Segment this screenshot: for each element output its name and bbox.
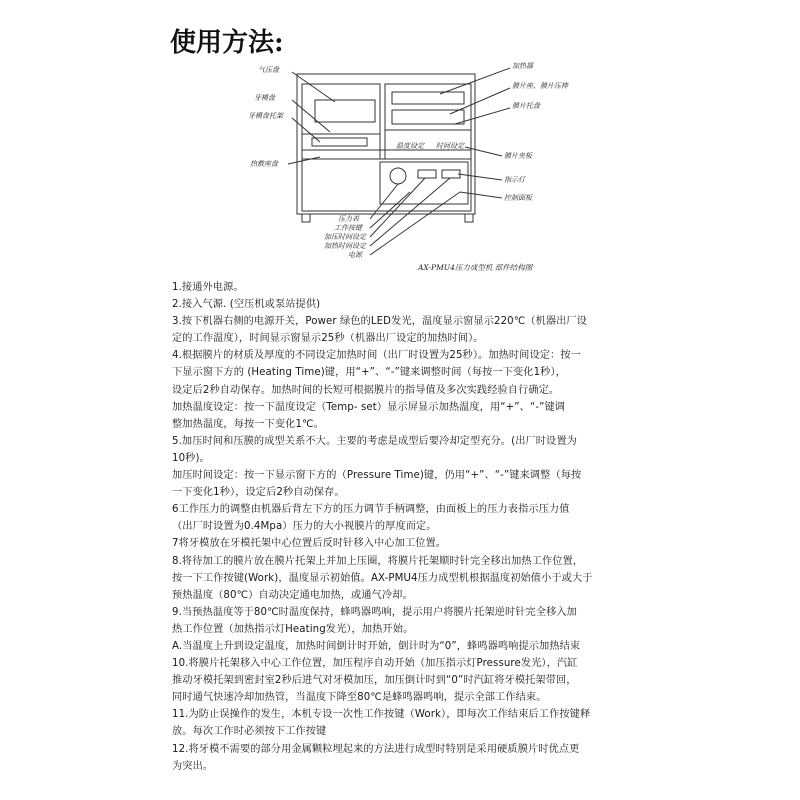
label-film-tray: 膜片托盘 (512, 102, 540, 110)
instruction-line: 10秒)。 (172, 452, 210, 464)
label-air-pressure-plate: 气压盘 (258, 66, 279, 74)
machine-structure-diagram (240, 52, 570, 282)
instruction-line: 11.为防止误操作的发生，本机专设一次性工作按键（Work），即每次工作结束后工作按键释 (172, 709, 591, 721)
label-control-panel: 控制面板 (504, 194, 532, 202)
label-heat-seat-plate: 热敷座盘 (250, 160, 278, 168)
instruction-line: 热工作位置（加热指示灯Heating发光），加热开始。 (172, 623, 414, 635)
instruction-line: 10.将膜片托架移入中心工作位置，加压程序自动开始（加压指示灯Pressure发光），汽缸 (172, 658, 578, 670)
instruction-line: （出厂时设置为0.4Mpa）压力的大小视膜片的厚度而定。 (172, 521, 437, 533)
instruction-line: 设定后2秒自动保存。加热时间的长短可根据膜片的指导值及多次实践经验自行确定。 (172, 384, 560, 396)
label-power: 电源 (348, 251, 362, 259)
instruction-line: 同时通气快速冷却加热管，当温度下降至80℃是蜂鸣器鸣响，提示全部工作结束。 (172, 692, 547, 704)
instruction-line: 9.当预热温度等于80℃时温度保持，蜂鸣器鸣响，提示用户将膜片托架逆时针完全移入加 (172, 606, 577, 618)
heater-shape (392, 92, 464, 104)
label-pressure-time: 加压时间设定 (324, 233, 366, 241)
label-temp-setting: 温度设定 (396, 142, 424, 150)
diagram-caption: AX-PMU4压力成型机 部件结构图 (418, 263, 533, 272)
instruction-line: 5.加压时间和压膜的成型关系不大。主要的考虑是成型后要冷却定型充分。(出厂时设置为 (172, 435, 577, 447)
instruction-list (172, 279, 642, 775)
instruction-line: 4.根据膜片的材质及厚度的不同设定加热时间（出厂时设置为25秒）。加热时间设定：按一 (172, 350, 581, 362)
label-film-seat: 膜片座、膜片压棒 (512, 82, 568, 90)
instruction-line: A.当温度上升到设定温度，加热时间倒计时开始，倒计时为“0”，蜂鸣器鸣响提示加热结束 (172, 640, 581, 652)
instruction-line: 预热温度（80℃）自动决定通电加热，或通气冷却。 (172, 589, 413, 601)
instruction-line: 7将牙模放在牙模托架中心位置后反时针移入中心加工位置。 (172, 538, 447, 550)
instruction-line: 下显示窗下方的 (Heating Time)键，用“+”、“-”键来调整时间（每按一下变化1秒）， (172, 367, 566, 379)
instruction-line: 一下变化1秒），设定后2秒自动保存。 (172, 487, 345, 499)
label-model-plate: 牙模盘 (254, 94, 275, 102)
instruction-line: 3.按下机器右侧的电源开关，Power 绿色的LED发光，温度显示窗显示220℃（机器出厂设 (172, 316, 588, 328)
instruction-line: 12.将牙模不需要的部分用金属颗粒埋起来的方法进行成型时特别是采用硬质膜片时优点更 (172, 743, 580, 755)
label-work-button: 工作按键 (334, 224, 362, 232)
instruction-line: 6工作压力的调整由机器后背左下方的压力调节手柄调整，由面板上的压力表指示压力值 (172, 504, 570, 516)
machine-base (302, 159, 471, 211)
label-heating-time: 加热时间设定 (324, 242, 366, 250)
label-model-plate-holder: 牙模盘托架 (248, 112, 283, 120)
instruction-line: 加热温度设定：按一下温度设定（Temp- set）显示屏显示加热温度，用“+”、“-”键调 (172, 401, 566, 413)
instruction-line: 整加热温度，每按一下变化1℃。 (172, 418, 324, 430)
instruction-line: 8.将待加工的膜片放在膜片托架上并加上压圈，将膜片托架顺时针完全移出加热工作位置， (172, 555, 584, 567)
label-heater: 加热器 (512, 62, 533, 70)
pressure-gauge-shape (390, 168, 406, 184)
page-title: 使用方法: (170, 28, 284, 58)
label-indicator-light: 指示灯 (504, 176, 525, 184)
instruction-line: 1.接通外电源。 (172, 282, 244, 293)
instruction-line: 按一下工作按键(Work)，温度显示初始值。AX-PMU4压力成型机根据温度初始值小于或大于 (172, 572, 593, 584)
instruction-line: 为突出。 (172, 760, 214, 772)
machine-drawing (240, 52, 570, 282)
label-pressure-gauge: 压力表 (338, 215, 359, 223)
label-film-clamp: 膜片夹板 (504, 152, 532, 160)
label-time-setting: 时间设定 (436, 142, 464, 150)
air-pressure-plate-shape (315, 100, 375, 122)
instruction-line: 定的工作温度），时间显示窗显示25秒（机器出厂设定的加热时间）。 (172, 333, 484, 345)
instruction-line: 推动牙模托架到密封室2秒后进气对牙模加压，加压倒计时到“0”时汽缸将牙模托架带回， (172, 675, 577, 687)
instruction-line: 加压时间设定：按一下显示窗下方的（Pressure Time)键，仍用“+”、“-”键来调整（每按 (172, 470, 582, 482)
instruction-line: 2.接入气源. (空压机或泵站提供) (172, 299, 321, 311)
instruction-line: 放。每次工作时必须按下工作按键 (172, 726, 327, 738)
